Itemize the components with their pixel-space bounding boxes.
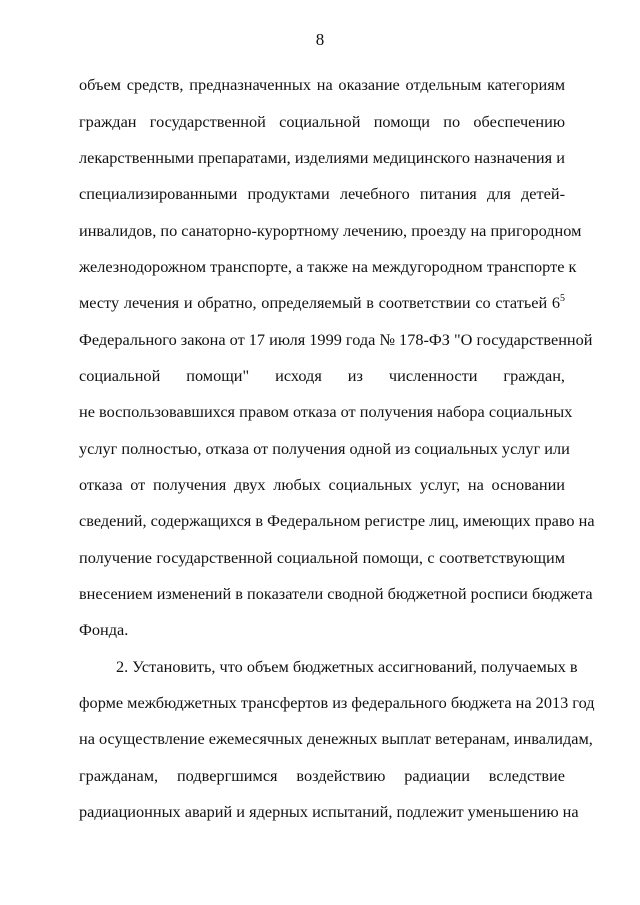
text-line: социальной помощи" исходя из численности граждан, xyxy=(79,366,565,385)
text-line: лекарственными препаратами, изделиями медицинского назначения и xyxy=(79,148,565,167)
text-line: сведений, содержащихся в Федеральном регистре лиц, имеющих право на xyxy=(79,511,595,530)
text-line: объем средств, предназначенных на оказание отдельным категориям xyxy=(79,75,565,94)
text-line: Федерального закона от 17 июля 1999 года № 178-ФЗ "О государственной xyxy=(79,330,593,349)
text-line: радиационных аварий и ядерных испытаний, подлежит уменьшению на xyxy=(79,802,579,821)
page-number: 8 xyxy=(315,30,325,49)
superscript: 5 xyxy=(560,293,565,304)
text-line-body: месту лечения и обратно, определяемый в соответствии со статьей 6 xyxy=(79,293,560,312)
text-line: отказа от получения двух любых социальных услуг, на основании xyxy=(79,475,565,494)
text-line: 2. Установить, что объем бюджетных ассигнований, получаемых в xyxy=(116,657,578,676)
text-line: внесением изменений в показатели сводной бюджетной росписи бюджета xyxy=(79,584,593,603)
text-line: форме межбюджетных трансфертов из федерального бюджета на 2013 год xyxy=(79,693,595,712)
text-line: получение государственной социальной помощи, с соответствующим xyxy=(79,548,565,567)
text-line: железнодорожном транспорте, а также на междугородном транспорте к xyxy=(79,257,577,276)
text-line: Фонда. xyxy=(79,620,129,639)
text-line: инвалидов, по санаторно-курортному лечению, проезду на пригородном xyxy=(79,221,582,240)
text-line: услуг полностью, отказа от получения одной из социальных услуг или xyxy=(79,439,570,458)
text-line: специализированными продуктами лечебного питания для детей- xyxy=(79,184,565,203)
text-line: гражданам, подвергшимся воздействию радиации вследствие xyxy=(79,766,565,785)
text-line: не воспользовавшихся правом отказа от получения набора социальных xyxy=(79,402,573,421)
text-line: граждан государственной социальной помощи по обеспечению xyxy=(79,112,565,131)
text-line: на осуществление ежемесячных денежных выплат ветеранам, инвалидам, xyxy=(79,729,593,748)
text-line xyxy=(79,293,565,313)
